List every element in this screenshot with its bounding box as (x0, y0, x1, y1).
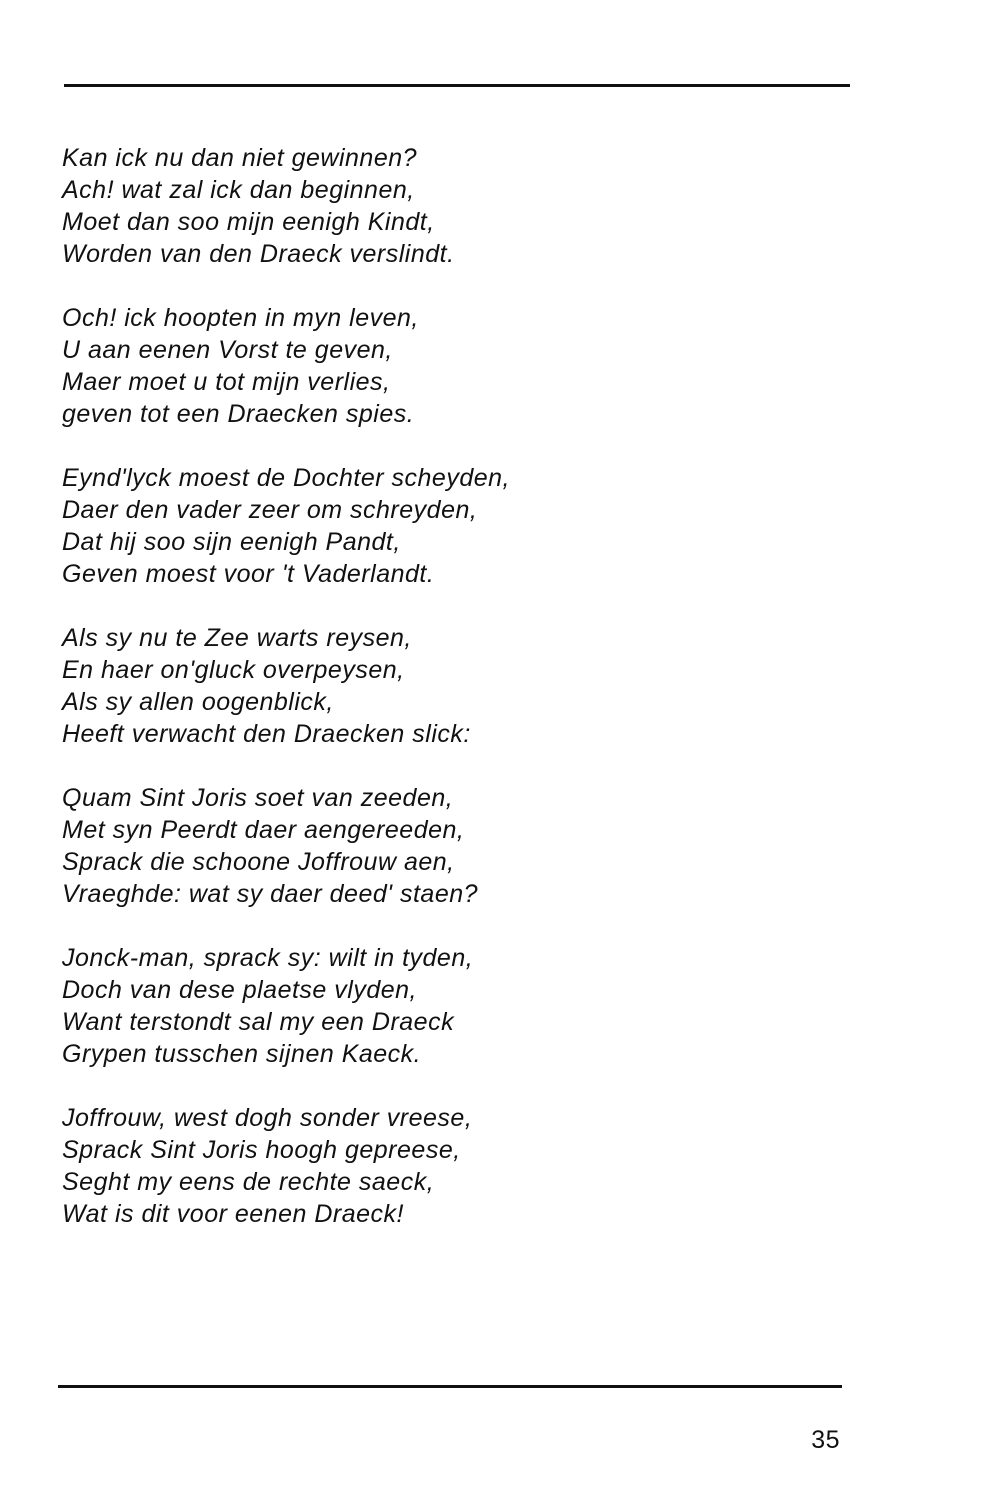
poem-line: Eynd'lyck moest de Dochter scheyden, (62, 464, 510, 492)
poem-line: Jonck-man, sprack sy: wilt in tyden, (62, 944, 474, 972)
poem-line: Ach! wat zal ick dan beginnen, (62, 176, 415, 204)
poem-line: Worden van den Draeck verslindt. (62, 240, 455, 268)
stanza-2 (62, 302, 822, 430)
poem-line: Vraeghde: wat sy daer deed' staen? (62, 880, 479, 908)
stanza-1 (62, 142, 822, 270)
page-number: 35 (811, 1426, 840, 1454)
poem-line: Heeft verwacht den Draecken slick: (62, 720, 471, 748)
poem-line: geven tot een Draecken spies. (62, 400, 415, 428)
poem-line: Als sy allen oogenblick, (62, 688, 334, 716)
poem-line: Geven moest voor 't Vaderlandt. (62, 560, 435, 588)
poem-line: Grypen tusschen sijnen Kaeck. (62, 1040, 422, 1068)
poem-line: Sprack die schoone Joffrouw aen, (62, 848, 455, 876)
poem-line: Dat hij soo sijn eenigh Pandt, (62, 528, 401, 556)
poem-line: Sprack Sint Joris hoogh gepreese, (62, 1136, 461, 1164)
bottom-rule (58, 1385, 842, 1388)
stanza-6 (62, 942, 822, 1070)
top-rule (64, 84, 850, 87)
poem-line: En haer on'gluck overpeysen, (62, 656, 405, 684)
stanza-5 (62, 782, 822, 910)
poem-line: Seght my eens de rechte saeck, (62, 1168, 435, 1196)
poem-line: Quam Sint Joris soet van zeeden, (62, 784, 454, 812)
stanza-7 (62, 1102, 822, 1230)
poem-line: Kan ick nu dan niet gewinnen? (62, 144, 418, 172)
poem-line: Want terstondt sal my een Draeck (62, 1008, 455, 1036)
poem-line: Maer moet u tot mijn verlies, (62, 368, 391, 396)
stanza-4 (62, 622, 822, 750)
poem-line: Joffrouw, west dogh sonder vreese, (62, 1104, 473, 1132)
poem-line: Moet dan soo mijn eenigh Kindt, (62, 208, 435, 236)
poem-line: Doch van dese plaetse vlyden, (62, 976, 417, 1004)
poem-line: Met syn Peerdt daer aengereeden, (62, 816, 465, 844)
poem-line: Och! ick hoopten in myn leven, (62, 304, 419, 332)
poem-line: Wat is dit voor eenen Draeck! (62, 1200, 404, 1228)
poem-line: U aan eenen Vorst te geven, (62, 336, 393, 364)
poem-line: Als sy nu te Zee warts reysen, (62, 624, 412, 652)
poem (62, 142, 822, 1262)
poem-line: Daer den vader zeer om schreyden, (62, 496, 478, 524)
stanza-3 (62, 462, 822, 590)
